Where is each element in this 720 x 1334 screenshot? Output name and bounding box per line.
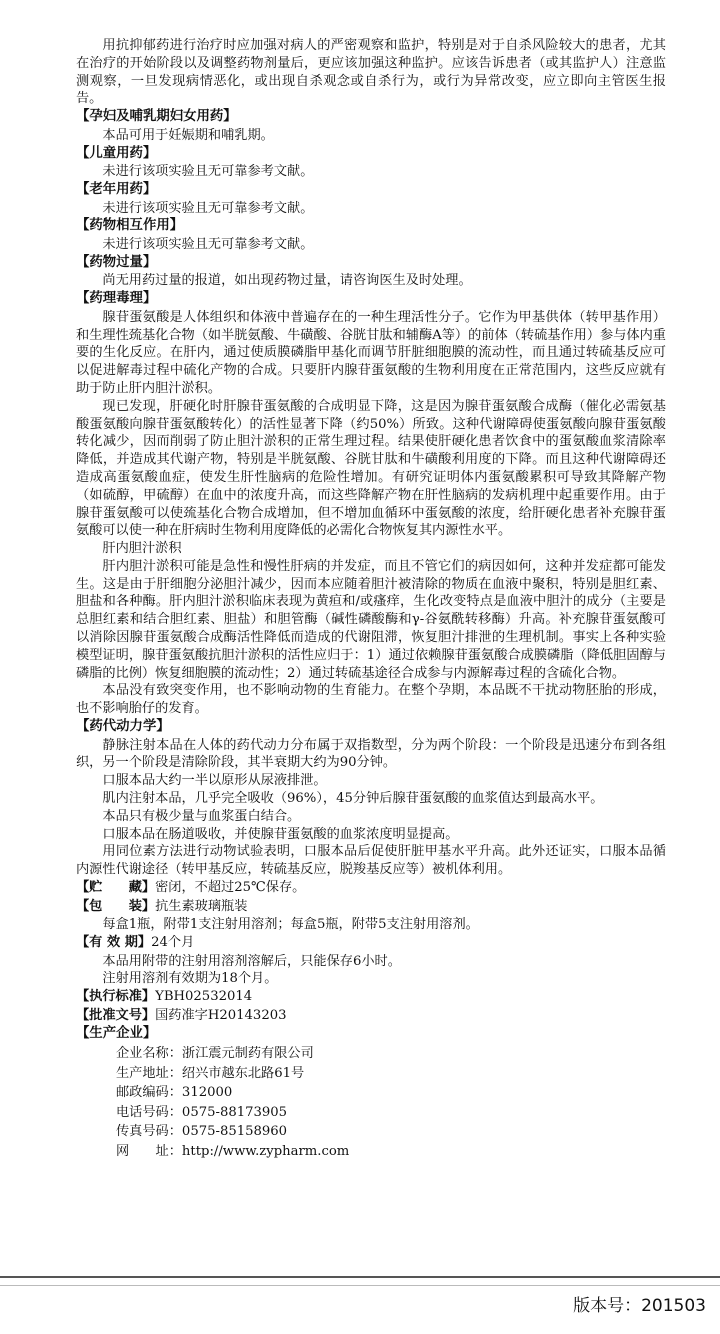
pk-paragraph: 肌内注射本品，几乎完全吸收（96%），45分钟后腺苷蛋氨酸的血浆值达到最高水平。	[102, 791, 604, 807]
section-head-children: 【儿童用药】	[76, 145, 157, 161]
pk-paragraph: 口服本品大约一半以原形从尿液排泄。	[102, 773, 327, 789]
approval-row	[76, 1007, 666, 1026]
pregnancy-text: 本品可用于妊娠期和哺乳期。	[102, 127, 274, 143]
pharmacology-paragraph: 本品没有致突变作用，也不影响动物的生育能力。在整个孕期，本品既不干扰动物胚胎的形成，也不影响胎仔的发育。	[76, 683, 666, 717]
storage-label: 【贮 藏】	[76, 880, 156, 896]
package-row	[76, 898, 666, 917]
validity-value: 24个月	[151, 935, 195, 951]
section-head-pregnancy: 【孕妇及哺乳期妇女用药】	[76, 109, 237, 125]
storage-value: 密闭，不超过25℃保存。	[155, 880, 306, 896]
manufacturer-address: 生产地址：绍兴市越东北路61号	[116, 1065, 305, 1081]
pk-paragraph: 用同位素方法进行动物试验表明，口服本品后促使肝脏甲基水平升高。此外还证实，口服本品循内源性代谢途径（转甲基反应，转硫基反应，脱羧基反应等）被机体利用。	[76, 844, 666, 878]
validity-label: 【有 效 期】	[76, 935, 152, 951]
pk-paragraph: 本品只有极少量与血浆蛋白结合。	[102, 808, 301, 824]
leaflet-body	[76, 37, 666, 1162]
section-head-manufacturer: 【生产企业】	[76, 1026, 157, 1042]
antidepressant-warning: 用抗抑郁药进行治疗时应加强对病人的严密观察和监护，特别是对于自杀风险较大的患者，尤其在治疗的开始阶段以及调整药物剂量后，更应该加强这种监护。应该告诉患者（或其监护人）注意监测观察，一旦发现病情恶化，或出现自杀观念或自杀行为，或行为异常改变，应立即向主管医生报告。	[76, 38, 666, 107]
package-value: 抗生素玻璃瓶装	[155, 898, 248, 914]
footer-divider	[0, 1276, 720, 1278]
manufacturer-company: 企业名称：浙江震元制药有限公司	[116, 1045, 314, 1061]
children-text: 未进行该项实验且无可靠参考文献。	[102, 164, 314, 180]
section-head-elderly: 【老年用药】	[76, 181, 157, 197]
validity-row	[76, 934, 666, 953]
section-head-overdose: 【药物过量】	[76, 254, 157, 270]
pharmacology-subheading: 肝内胆汁淤积	[102, 541, 182, 557]
package-label: 【包 装】	[76, 898, 156, 914]
section-head-pharmacology: 【药理毒理】	[76, 291, 157, 307]
validity-note: 本品用附带的注射用溶剂溶解后，只能保存6小时。	[102, 953, 401, 969]
validity-note: 注射用溶剂有效期为18个月。	[102, 971, 278, 987]
section-head-pharmacokinetics: 【药代动力学】	[76, 719, 170, 735]
storage-row	[76, 879, 666, 898]
pharmacology-paragraph: 现已发现，肝硬化时肝腺苷蛋氨酸的合成明显下降，这是因为腺苷蛋氨酸合成酶（催化必需氨基酸蛋氨酸向腺苷蛋氨酸转化）的活性显著下降（约50%）所致。这种代谢障碍使蛋氨酸向腺苷蛋氨酸转化减少，因而削弱了防止胆汁淤积的正常生理过程。结果使肝硬化患者饮食中的蛋氨酸血浆清除率降低，并造成其代谢产物，特别是半胱氨酸、谷胱甘肽和牛磺酸利用度的下降。而且这种代谢障碍还造成高蛋氨酸血症，使发生肝性脑病的危险性增加。有研究证明体内蛋氨酸累积可导致其降解产物（如硫醇，甲硫醇）在血中的浓度升高，而这些降解产物在肝性脑病的发病机理中起重要作用。由于腺苷蛋氨酸可以使巯基化合物合成增加，但不增加血循环中蛋氨酸的浓度，给肝硬化患者补充腺苷蛋氨酸可以使一种在肝病时生物利用度降低的必需化合物恢复其内源性水平。	[76, 398, 666, 539]
pharmacology-paragraph: 肝内胆汁淤积可能是急性和慢性肝病的并发症，而且不管它们的病因如何，这种并发症都可能发生。这是由于肝细胞分泌胆汁减少，因而本应随着胆汁被清除的物质在血液中聚积，特别是胆红素、胆盐和各种酶。肝内胆汁淤积临床表现为黄疸和/或瘙痒，生化改变特点是血液中胆汁的成分（主要是总胆红素和结合胆红素、胆盐）和胆管酶（碱性磷酸酶和γ-谷氨酰转移酶）升高。补充腺苷蛋氨酸可以消除因腺苷蛋氨酸合成酶活性降低而造成的代谢阻滞，恢复胆汁排泄的生理机制。事实上各种实验模型证明，腺苷蛋氨酸抗胆汁淤积的活性应归于：1）通过依赖腺苷蛋氨酸合成膜磷脂（降低胆固醇与磷脂的比例）恢复细胞膜的流动性；2）通过转硫基途径合成参与内源解毒过程的含硫化合物。	[76, 558, 666, 681]
manufacturer-website: 网 址：http://www.zypharm.com	[116, 1143, 350, 1159]
pk-paragraph: 静脉注射本品在人体的药代动力分布属于双指数型，分为两个阶段：一个阶段是迅速分布到各组织，另一个阶段是清除阶段，其半衰期大约为90分钟。	[76, 737, 666, 771]
standard-label: 【执行标准】	[76, 989, 156, 1005]
package-detail: 每盒1瓶，附带1支注射用溶剂；每盒5瓶，附带5支注射用溶剂。	[102, 917, 479, 933]
pharmacology-paragraph: 腺苷蛋氨酸是人体组织和体液中普遍存在的一种生理活性分子。它作为甲基供体（转甲基作用）和生理性巯基化合物（如半胱氨酸、牛磺酸、谷胱甘肽和辅酶A等）的前体（转硫基作用）参与体内重要的生化反应。在肝内，通过使质膜磷脂甲基化而调节肝脏细胞膜的流动性，而且通过转硫基反应可以促进解毒过程中硫化产物的合成。只要肝内腺苷蛋氨酸的生物利用度在正常范围内，这些反应就有助于防止肝内胆汁淤积。	[76, 309, 666, 396]
standard-row	[76, 988, 666, 1007]
approval-label: 【批准文号】	[76, 1007, 156, 1023]
pk-paragraph: 口服本品在肠道吸收，并使腺苷蛋氨酸的血浆浓度明显提高。	[102, 826, 459, 842]
manufacturer-fax: 传真号码：0575-85158960	[116, 1124, 288, 1140]
manufacturer-postcode: 邮政编码：312000	[116, 1085, 233, 1101]
section-head-interaction: 【药物相互作用】	[76, 218, 184, 234]
footer-divider-thin	[0, 1285, 720, 1286]
elderly-text: 未进行该项实验且无可靠参考文献。	[102, 200, 314, 216]
overdose-text: 尚无用药过量的报道，如出现药物过量，请咨询医生及时处理。	[102, 273, 472, 289]
interaction-text: 未进行该项实验且无可靠参考文献。	[102, 236, 314, 252]
manufacturer-phone: 电话号码：0575-88173905	[116, 1104, 288, 1120]
approval-value: 国药准字H20143203	[155, 1007, 287, 1023]
version-number: 版本号：201503	[573, 1296, 706, 1316]
standard-value: YBH02532014	[155, 989, 253, 1005]
